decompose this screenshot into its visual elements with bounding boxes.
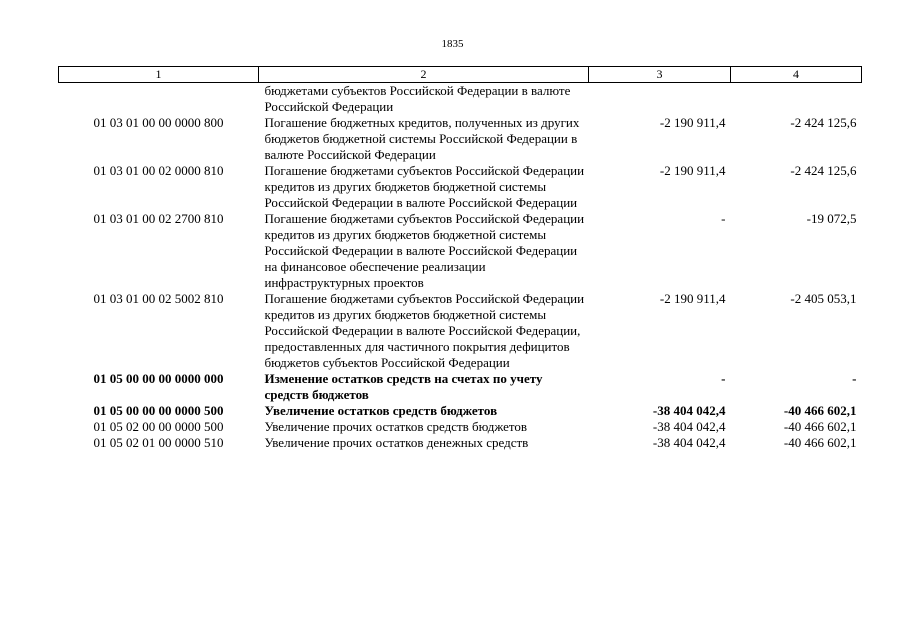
table-row [59,435,862,451]
row-code: 01 03 01 00 02 5002 810 [93,291,224,306]
table-header-row [59,67,862,83]
sources-financing-table [58,66,862,451]
row-value-col3: -2 190 911,4 [659,163,726,178]
row-value-col4: -40 466 602,1 [783,403,857,418]
row-value-col3 [589,83,731,116]
row-value-col4: -40 466 602,1 [783,435,857,450]
row-value-col3: -2 190 911,4 [659,115,726,130]
table-row [59,211,862,291]
row-description: Увеличение прочих остатков денежных средств [264,435,529,450]
row-description: Увеличение прочих остатков средств бюджетов [264,419,528,434]
row-value-col4: -2 424 125,6 [790,115,857,130]
row-value-col4: -40 466 602,1 [783,419,857,434]
row-code [59,83,259,116]
row-code: 01 03 01 00 02 2700 810 [93,211,224,226]
row-code: 01 05 00 00 00 0000 500 [93,403,224,418]
row-description: Изменение остатков средств на счетах по учету средств бюджетов [264,371,543,402]
row-value-col4: -2 405 053,1 [790,291,857,306]
row-code: 01 03 01 00 02 0000 810 [93,163,224,178]
row-value-col4 [731,83,862,116]
row-description: Погашение бюджетами субъектов Российской Федерации кредитов из других бюджетов бюджетной системы Российской Федерации в валюте Российской Федерации, предоставленных для частичного покрытия дефицитов бюджетов субъектов Российской Федерации [264,291,585,370]
row-value-col4: -2 424 125,6 [790,163,857,178]
table-row [59,419,862,435]
row-code: 01 05 02 00 00 0000 500 [93,419,224,434]
row-value-col3: -38 404 042,4 [652,435,726,450]
header-col-4: 4 [731,67,862,83]
header-col-1: 1 [59,67,259,83]
row-value-col3: -38 404 042,4 [652,403,726,418]
row-description: Погашение бюджетами субъектов Российской Федерации кредитов из других бюджетов бюджетной системы Российской Федерации в валюте Российской Федерации [264,163,585,210]
table-row [59,115,862,163]
row-description: Погашение бюджетных кредитов, полученных из других бюджетов бюджетной системы Российской Федерации в валюте Российской Федерации [264,115,580,162]
row-value-col4: - [852,371,857,386]
row-code: 01 05 00 00 00 0000 000 [93,371,224,386]
table-row [59,163,862,211]
header-col-3: 3 [589,67,731,83]
row-value-col3: -38 404 042,4 [652,419,726,434]
table-row [59,83,862,116]
row-description: бюджетами субъектов Российской Федерации в валюте Российской Федерации [264,83,571,114]
table-row [59,371,862,403]
row-code: 01 03 01 00 00 0000 800 [93,115,224,130]
table-row [59,291,862,371]
row-description: Погашение бюджетами субъектов Российской Федерации кредитов из других бюджетов бюджетной системы Российской Федерации в валюте Российской Федерации на финансовое обеспечение реализации инфраструктурных проектов [264,211,585,290]
page-number: 1835 [441,38,464,50]
row-value-col3: - [721,211,726,226]
table-row [59,403,862,419]
header-col-2: 2 [259,67,589,83]
row-value-col4: -19 072,5 [806,211,857,226]
row-code: 01 05 02 01 00 0000 510 [93,435,224,450]
row-description: Увеличение остатков средств бюджетов [264,403,498,418]
row-value-col3: - [721,371,726,386]
row-value-col3: -2 190 911,4 [659,291,726,306]
